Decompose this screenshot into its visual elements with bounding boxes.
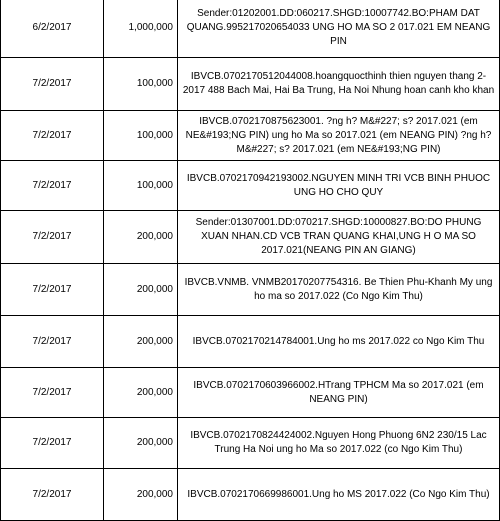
description-cell: IBVCB.0702170512044008.hoangquocthinh thien nguyen thang 2-2017 488 Bach Mai, Hai Ba Trung, Ha Noi Nhung hoan canh kho khan (178, 58, 500, 111)
amount-cell: 100,000 (104, 161, 178, 211)
date-cell: 7/2/2017 (1, 316, 104, 368)
amount-cell: 100,000 (104, 58, 178, 111)
table-row (1, 264, 500, 316)
table-row (1, 111, 500, 161)
date-cell: 7/2/2017 (1, 469, 104, 521)
date-cell: 7/2/2017 (1, 211, 104, 264)
amount-cell: 200,000 (104, 469, 178, 521)
table-row (1, 161, 500, 211)
date-cell: 7/2/2017 (1, 161, 104, 211)
amount-cell: 200,000 (104, 316, 178, 368)
table-row (1, 418, 500, 469)
description-cell: IBVCB.0702170214784001.Ung ho ms 2017.022 co Ngo Kim Thu (178, 316, 500, 368)
description-cell: Sender:01307001.DD:070217.SHGD:10000827.BO:DO PHUNG XUAN NHAN.CD VCB TRAN QUANG KHAI,UNG H O MA SO 2017.021(NEANG PIN AN GIANG) (178, 211, 500, 264)
date-cell: 7/2/2017 (1, 418, 104, 469)
description-cell: IBVCB.VNMB. VNMB20170207754316. Be Thien Phu-Khanh My ung ho ma so 2017.022 (Co Ngo Kim Thu) (178, 264, 500, 316)
amount-cell: 100,000 (104, 111, 178, 161)
date-cell: 7/2/2017 (1, 58, 104, 111)
description-cell: IBVCB.0702170942193002.NGUYEN MINH TRI VCB BINH PHUOC UNG HO CHO QUY (178, 161, 500, 211)
table-row (1, 469, 500, 521)
description-cell: IBVCB.0702170669986001.Ung ho MS 2017.022 (Co Ngo Kim Thu) (178, 469, 500, 521)
date-cell: 7/2/2017 (1, 368, 104, 418)
table-row (1, 316, 500, 368)
table-row (1, 58, 500, 111)
table-row (1, 211, 500, 264)
date-cell: 7/2/2017 (1, 111, 104, 161)
description-cell: IBVCB.0702170875623001. ?ng h? M&#227; s? 2017.021 (em NE&#193;NG PIN) ung ho Ma so 2017.021 (em NEANG PIN) ?ng h? M&#227; s? 2017.021 (em NE&#193;NG PIN) (178, 111, 500, 161)
amount-cell: 200,000 (104, 418, 178, 469)
table-row (1, 0, 500, 58)
date-cell: 7/2/2017 (1, 264, 104, 316)
amount-cell: 200,000 (104, 211, 178, 264)
description-cell: IBVCB.0702170603966002.HTrang TPHCM Ma so 2017.021 (em NEANG PIN) (178, 368, 500, 418)
description-cell: Sender:01202001.DD:060217.SHGD:10007742.BO:PHAM DAT QUANG.995217020654033 UNG HO MA SO 2 017.021 EM NEANG PIN (178, 0, 500, 58)
table-row (1, 368, 500, 418)
date-cell: 6/2/2017 (1, 0, 104, 58)
amount-cell: 1,000,000 (104, 0, 178, 58)
description-cell: IBVCB.0702170824424002.Nguyen Hong Phuong 6N2 230/15 Lac Trung Ha Noi ung ho Ma so 2017.022 (co Ngo Kim Thu) (178, 418, 500, 469)
amount-cell: 200,000 (104, 264, 178, 316)
amount-cell: 200,000 (104, 368, 178, 418)
